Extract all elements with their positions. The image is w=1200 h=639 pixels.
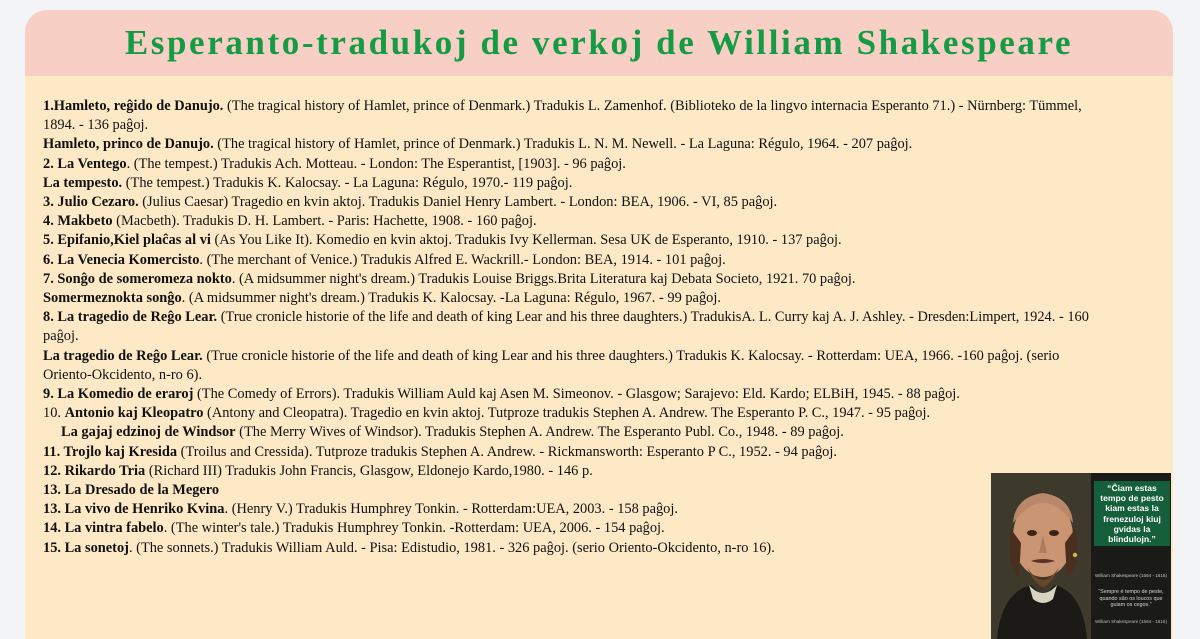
- list-item: [43, 289, 1093, 308]
- list-item: [43, 481, 1093, 500]
- list-item: [43, 347, 1093, 385]
- card: [25, 10, 1173, 639]
- entry-title: Antonio kaj Kleopatro: [64, 405, 204, 422]
- list-item: [43, 539, 1093, 558]
- quote-box: “Ĉiam estas tempo de pesto kiam estas la frenezuloj kiuj gvidas la blindulojn.”: [1094, 481, 1170, 546]
- list-item: [43, 212, 1093, 231]
- entry-title: 5. Epifanio,Kiel plaĉas al vi: [43, 232, 211, 249]
- list-item: [43, 193, 1093, 212]
- entry-details: . (The winter's tale.) Tradukis Humphrey Tonkin. -Rotterdam: UEA, 2006. - 154 paĝoj.: [163, 520, 665, 537]
- entry-title: 9. La Komedio de eraroj: [43, 386, 194, 403]
- list-item: [43, 135, 1093, 154]
- list-item: [43, 500, 1093, 519]
- entry-title: La tragedio de Reĝo Lear.: [43, 347, 203, 364]
- list-item: [43, 385, 1093, 404]
- entry-details: . (The merchant of Venice.) Tradukis Alfred E. Wackrill.- London: BEA, 1914. - 101 paĝoj.: [199, 251, 726, 268]
- list-item: [43, 443, 1093, 462]
- entry-details: (Richard III) Tradukis John Francis, Glasgow, Eldonejo Kardo,1980. - 146 p.: [145, 462, 593, 479]
- entry-title: 1.Hamleto, reĝido de Danujo.: [43, 98, 224, 114]
- quote-portuguese: “Sempre é tempo de peste, quando são os loucos que guiam os cegos.”: [1098, 589, 1164, 609]
- list-item: [43, 174, 1093, 193]
- entry-title: 4. Makbeto: [43, 213, 113, 230]
- entry-title: Hamleto, princo de Danujo.: [43, 136, 214, 153]
- entry-details: (The tempest.) Tradukis K. Kalocsay. - La Laguna: Régulo, 1970.- 119 paĝoj.: [122, 174, 573, 191]
- entry-details: (Troilus and Cressida). Tutproze tradukis Stephen A. Andrew. - Rickmansworth: Esperanto P C., 1952. - 94 paĝoj.: [177, 443, 837, 460]
- entry-title: 7. Sonĝo de someromeza nokto: [43, 270, 232, 287]
- shakespeare-portrait: [991, 473, 1171, 639]
- entry-title: Somermeznokta sonĝo: [43, 290, 182, 307]
- entry-prefix: 10.: [43, 405, 65, 422]
- entry-details: (The tragical history of Hamlet, prince of Denmark.) Tradukis L. Zamenhof. (Biblioteko de la lingvo internacia Esperanto 71.) - Nürnberg: Tümmel, 1894. - 136 paĝoj.: [43, 98, 1082, 134]
- entry-details: . (A midsummer night's dream.) Tradukis K. Kalocsay. -La Laguna: Régulo, 1967. - 99 paĝoj.: [181, 290, 721, 307]
- entry-title: 8. La tragedio de Reĝo Lear.: [43, 309, 218, 326]
- list-item: [43, 519, 1093, 538]
- list-item: [43, 231, 1093, 250]
- list-item: [43, 423, 1093, 442]
- entry-details: (Julius Caesar) Tragedio en kvin aktoj. Tradukis Daniel Henry Lambert. - London: BEA, 1906. - VI, 85 paĝoj.: [138, 194, 778, 211]
- entry-title: 15. La sonetoj: [43, 539, 129, 556]
- entry-details: (As You Like It). Komedio en kvin aktoj. Tradukis Ivy Kellerman. Sesa UK de Esperanto, 1910. - 137 paĝoj.: [210, 232, 842, 249]
- list-item: [43, 404, 1093, 423]
- entry-details: (The Comedy of Errors). Tradukis William Auld kaj Asen M. Simeonov. - Glasgow; Sarajevo: Eld. Kardo; ELBiH, 1945. - 88 paĝoj.: [193, 386, 960, 403]
- entry-details: . (Henry V.) Tradukis Humphrey Tonkin. - Rotterdam:UEA, 2003. - 158 paĝoj.: [224, 501, 678, 518]
- entry-title: La gajaj edzinoj de Windsor: [61, 424, 236, 441]
- entry-title: 13. La vivo de Henriko Kvina: [43, 501, 225, 518]
- list-item: [43, 97, 1093, 135]
- entry-details: . (The sonnets.) Tradukis William Auld. - Pisa: Edistudio, 1981. - 326 paĝoj. (serio Oriento-Okcidento, n-ro 16).: [128, 539, 775, 556]
- entry-title: 3. Julio Cezaro.: [43, 194, 139, 211]
- list-item: [43, 308, 1093, 346]
- entry-details: (True cronicle historie of the life and death of king Lear and his three daughters.) Tradukis K. Kalocsay. - Rotterdam: UEA, 1966. -160 paĝoj. (serio Oriento-Okcidento, n-ro 6).: [43, 347, 1060, 383]
- entry-title: La tempesto.: [43, 174, 123, 191]
- list-item: [43, 155, 1093, 174]
- entry-title: 14. La vintra fabelo: [43, 520, 164, 537]
- entry-details: (True cronicle historie of the life and death of king Lear and his three daughters.) TradukisA. L. Curry kaj A. J. Ashley. - Dresden:Limpert, 1924. - 160 paĝoj.: [43, 309, 1089, 345]
- page-title: Esperanto-tradukoj de verkoj de William Shakespeare: [124, 23, 1074, 62]
- entry-title: 11. Trojlo kaj Kresida: [43, 443, 178, 460]
- entry-details: . (A midsummer night's dream.) Tradukis Louise Briggs.Brita Literatura kaj Debata Societo, 1921. 70 paĝoj.: [231, 270, 856, 287]
- entry-details: . (The tempest.) Tradukis Ach. Motteau. - London: The Esperantist, [1903]. - 96 paĝoj.: [126, 155, 626, 172]
- list-item: [43, 462, 1093, 481]
- quote-portuguese-author: William Shakespeare (1564 - 1616): [1095, 619, 1168, 624]
- entry-title: 2. La Ventego: [43, 155, 127, 172]
- entry-details: (Antony and Cleopatra). Tragedio en kvin aktoj. Tutproze tradukis Stephen A. Andrew. The Esperanto P. C., 1947. - 95 paĝoj.: [203, 405, 931, 422]
- entry-title: 13. La Dresado de la Megero: [43, 482, 220, 499]
- translation-list: [43, 97, 1093, 558]
- entry-title: 6. La Venecia Komercisto: [43, 251, 200, 268]
- entry-details: (The Merry Wives of Windsor). Tradukis Stephen A. Andrew. The Esperanto Publ. Co., 1948. - 89 paĝoj.: [235, 424, 844, 441]
- shakespeare-portrait-image: [991, 473, 1091, 639]
- entry-details: (Macbeth). Tradukis D. H. Lambert. - Paris: Hachette, 1908. - 160 paĝoj.: [112, 213, 537, 230]
- entry-title: 12. Rikardo Tria: [43, 462, 146, 479]
- list-item: [43, 270, 1093, 289]
- entry-details: (The tragical history of Hamlet, prince of Denmark.) Tradukis L. N. M. Newell. - La Laguna: Régulo, 1964. - 207 paĝoj.: [213, 136, 913, 153]
- quote-author: William Shakespeare (1564 - 1616): [1095, 573, 1168, 578]
- list-item: [43, 251, 1093, 270]
- header-banner: [25, 10, 1173, 76]
